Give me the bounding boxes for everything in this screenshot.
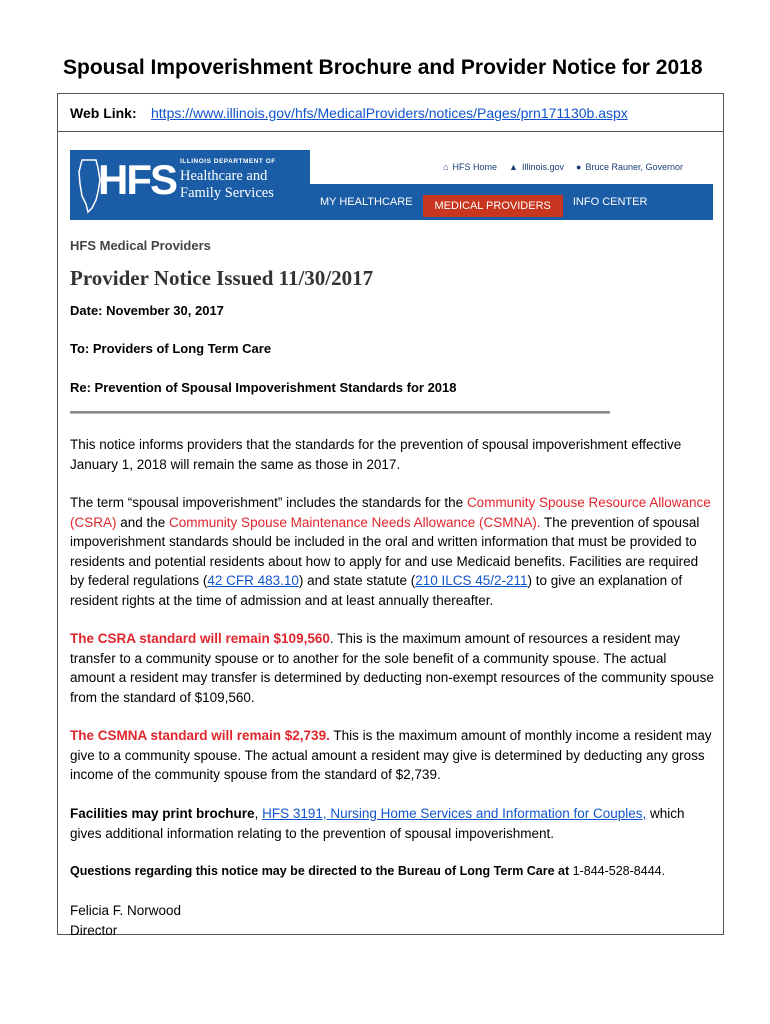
brochure-comma: , [254,806,263,821]
dept-label [180,168,274,202]
csmna-term: Community Spouse Maintenance Needs Allowance (CSMNA). [169,514,541,530]
csra-standard: The CSRA standard will remain $109,560 [70,631,330,646]
paragraph-csra [70,629,715,707]
hfs-home-label: HFS Home [452,162,498,172]
nav-my-healthcare[interactable]: MY HEALTHCARE [320,196,413,208]
dept-line-2: Family Services [180,185,274,201]
dept-line-1: Healthcare and [180,168,268,184]
cfr-link[interactable]: 42 CFR 483.10 [207,573,299,588]
brochure-lead: Facilities may print brochure [70,806,255,821]
p2-text-b: and the [116,514,170,530]
building-icon: ▲ [509,162,518,172]
web-link-label: Web Link: [70,105,137,121]
notice-title: Provider Notice Issued 11/30/2017 [70,266,374,290]
paragraph-brochure [70,804,715,843]
paragraph-definition [70,493,715,610]
p2-text-c: The prevention of spousal impoverishment standards should be included in the oral and written information that must be provided to residents and potential residents about how to apply for and use Medicaid benefits. Facilities are required by federal regulations ( [70,514,700,588]
governor-label: Bruce Rauner, Governor [585,162,683,172]
notice-frame [57,93,724,938]
dept-label-small: ILLINOIS DEPARTMENT OF [180,158,276,165]
csmna-standard: The CSMNA standard will remain $2,739. [70,728,330,743]
csmna-text: This is the maximum amount of monthly income a resident may give to a community spouse. The actual amount a resident may give is determined by deducting any gross income of the community spouse from the standard of $2,739. [70,728,712,782]
csra-text: . This is the maximum amount of resources a resident may transfer to a community spouse or to another for the sole benefit of a community spouse. The actual amount a resident may transfer is determined by deducting non-exempt resources of the community spouse from the standard of $109,560. [70,631,714,705]
to-line: To: Providers of Long Term Care [70,341,272,356]
re-line: Re: Prevention of Spousal Impoverishment Standards for 2018 [70,380,457,395]
web-link-url[interactable]: https://www.illinois.gov/hfs/MedicalProviders/notices/Pages/prn171130b.aspx [151,105,628,121]
nav-medical-providers[interactable]: MEDICAL PROVIDERS [423,195,563,217]
p2-text-a: The term “spousal impoverishment” includes the standards for the [70,495,467,510]
illinois-gov-link[interactable] [509,162,564,172]
phone-number: 1-844-528-8444. [569,864,666,878]
person-icon: ● [576,162,582,172]
paragraph-intro: This notice informs providers that the standards for the prevention of spousal impoverishment effective January 1, 2018 will remain the same as those in 2017. [70,437,682,472]
paragraph-csmna [70,726,715,785]
signature-title: Director [70,922,118,938]
banner-top-links [443,162,683,172]
illinois-gov-label: Illinois.gov [521,162,564,172]
p2-text-e: ) to give an explanation of resident rights at the time of admission and at least annually thereafter. [70,573,683,608]
governor-link[interactable] [576,162,683,172]
signature-name: Felicia F. Norwood [70,903,182,918]
signature-block [70,901,715,940]
hfs-home-link[interactable] [443,162,497,172]
brochure-link[interactable]: HFS 3191, Nursing Home Services and Information for Couples, [262,806,647,821]
section-label: HFS Medical Providers [70,238,211,253]
questions-lead: Questions regarding this notice may be directed to the Bureau of Long Term Care at [70,864,570,878]
date-line: Date: November 30, 2017 [70,303,224,318]
document-title: Spousal Impoverishment Brochure and Provider Notice for 2018 [63,56,703,79]
banner-nav [310,184,713,220]
nav-info-center[interactable]: INFO CENTER [572,196,648,208]
hfs-banner [70,150,713,220]
hfs-logo[interactable]: HFS [98,156,176,203]
home-icon: ⌂ [443,162,449,172]
p2-text-d: ) and state statute ( [298,573,416,588]
paragraph-questions [70,862,715,882]
csra-term: Community Spouse Resource Allowance (CSRA) [70,495,711,530]
brochure-text: which gives additional information relating to the prevention of spousal impoverishment. [70,806,685,841]
divider [70,411,610,414]
web-link-row [58,94,723,132]
ilcs-link[interactable]: 210 ILCS 45/2-211 [415,573,528,588]
